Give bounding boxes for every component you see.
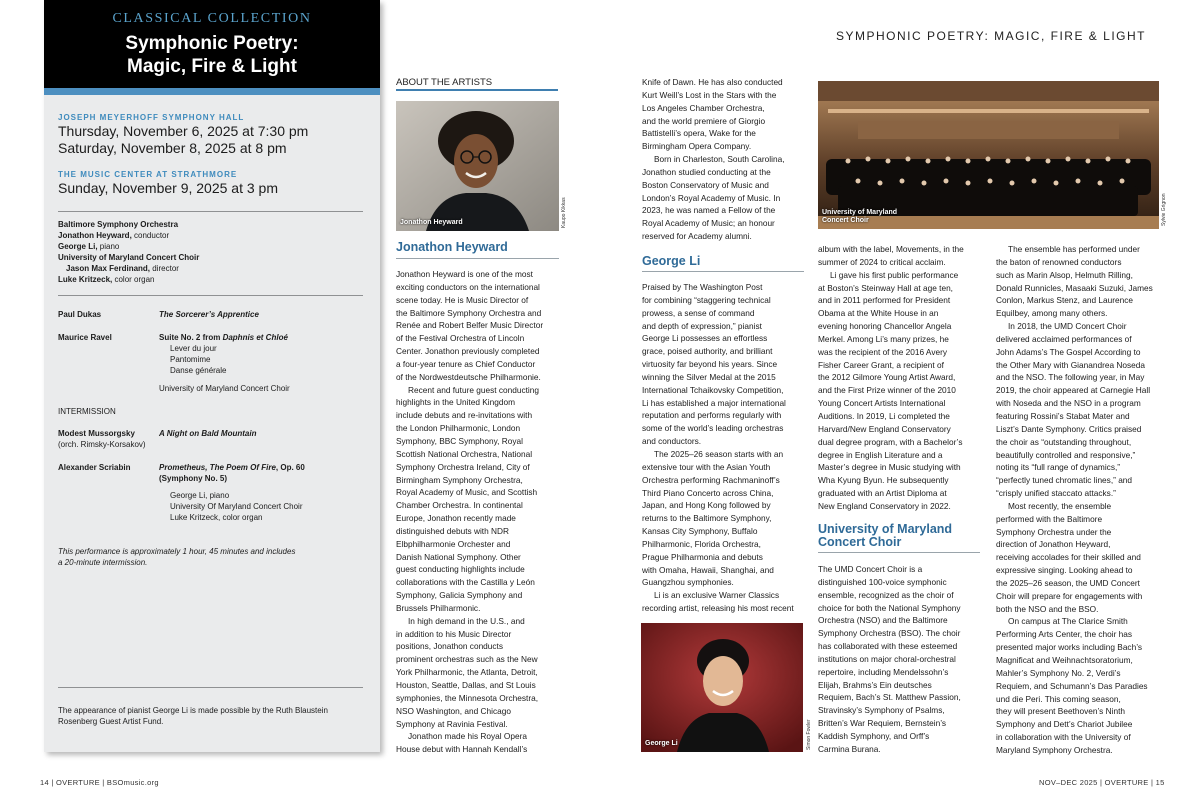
date-thursday: Thursday, November 6, 2025 at 7:30 pm xyxy=(58,123,309,139)
orchestrator-note: (orch. Rimsky-Korsakov) xyxy=(58,440,146,449)
work-ravel: Suite No. 2 from Daphnis et Chloé xyxy=(159,333,288,342)
choir-photo xyxy=(818,81,1159,229)
movement: Pantomime xyxy=(170,355,211,364)
composer-scriabin: Alexander Scriabin xyxy=(58,463,131,472)
divider xyxy=(58,687,363,688)
work-mussorgsky: A Night on Bald Mountain xyxy=(159,429,257,438)
photo-caption: George Li xyxy=(645,740,678,747)
heyward-photo xyxy=(396,101,559,231)
performer-line: Jonathon Heyward, conductor xyxy=(58,231,170,240)
performer-line: Luke Kritzeck, color organ xyxy=(58,275,155,284)
li-photo xyxy=(641,623,803,752)
composer-mussorgsky: Modest Mussorgsky xyxy=(58,429,135,438)
photo-caption: Jonathon Heyward xyxy=(400,219,463,226)
photo-credit: Kaupo Kikkas xyxy=(561,197,567,228)
bio-umd: The UMD Concert Choir is a distinguished 100-voice symphonic ensemble, recognized as the choir of choice for both the National Symphony Orchestra (NSO) and the Baltimore Symphony Orchestra (BSO). The choir has collaborated with these esteemed institutions on major choral-orchestral repertoire, including Mendelssohn’s Elijah, Brahms’s Ein deutsches Requiem, Bach’s St. Matthew Passion, Stravinsky’s Symphony of Psalms, Britten’s War Requiem, Bernstein’s Kaddish Symphony, and Orff’s Carmina Burana. xyxy=(818,564,961,754)
heading-heyward: Jonathon Heyward xyxy=(396,240,508,254)
choir-image xyxy=(818,81,1159,229)
work-dukas: The Sorcerer’s Apprentice xyxy=(159,310,259,319)
work-scriabin-subtitle: (Symphony No. 5) xyxy=(159,474,228,483)
duration-note: This performance is approximately 1 hour, 45 minutes and includes a 20-minute intermission. xyxy=(58,547,296,567)
photo-credit: Sylvie Grignon xyxy=(1161,193,1167,226)
venue-meyerhoff: JOSEPH MEYERHOFF SYMPHONY HALL xyxy=(58,113,245,122)
concert-title-line2: Magic, Fire & Light xyxy=(127,56,297,77)
footer-left: 14 | OVERTURE | BSOmusic.org xyxy=(40,778,159,787)
section-label: ABOUT THE ARTISTS xyxy=(396,77,493,88)
portrait-image xyxy=(641,623,803,752)
header-accent-bar xyxy=(44,88,380,95)
bio-li: Praised by The Washington Post for combining “staggering technical prowess, a sense of command and depth of expression,” pianist George Li possesses an effortless grace, poised authority, and brilliant virtuosity far beyond his years. Since winning the Silver Medal at the 2015 International Tchaikovsky Competition, Li has established a major international reputation and performs regularly with some of the world’s leading orchestras and conductors. The 2025–26 season starts with an extensive tour with the Asian Youth Orchestra performing Rachmaninoff’s Third Piano Concerto across China, Japan, and Hong Kong followed by returns to the Baltimore Symphony, Kansas City Symphony, Buffalo Philharmonic, Florida Orchestra, Prague Philharmonia and debuts with Omaha, Hawaii, Shanghai, and Guangzhou symphonies. Li is an exclusive Warner Classics recording artist, releasing his most recent xyxy=(642,282,794,614)
scriabin-performer: George Li, piano xyxy=(170,491,230,500)
section-label-rule xyxy=(396,89,558,91)
performer-list xyxy=(58,219,199,285)
heading-rule xyxy=(818,552,980,553)
bio-li-continued: album with the label, Movements, in the summer of 2024 to critical acclaim. Li gave his first public performance at Boston’s Steinway Hall at age ten, and in 2011 performed for President Obama at the White House in an evening honoring Chancellor Angela Merkel. Among Li’s many prizes, he was the recipient of the 2016 Avery Fisher Career Grant, a recipient of the 2012 Gilmore Young Artist Award, and the First Prize winner of the 2010 Young Concert Artists International Auditions. In 2019, Li completed the Harvard/New England Conservatory dual degree program, with a Bachelor’s degree in English Literature and a Master’s degree in Music studying with Wha Kyung Byun. He subsequently graduated with an Artist Diploma at New England Conservatory in 2022. xyxy=(818,244,964,511)
composer-dukas: Paul Dukas xyxy=(58,310,102,319)
program-card-header xyxy=(44,0,380,88)
heading-umd: University of Maryland Concert Choir xyxy=(818,522,953,549)
work-scriabin: Prometheus, The Poem Of Fire, Op. 60 xyxy=(159,463,305,472)
series-label: CLASSICAL COLLECTION xyxy=(112,11,312,26)
photo-credit: Simon Fowler xyxy=(806,719,812,750)
performer-line: George Li, piano xyxy=(58,242,120,251)
portrait-image xyxy=(396,101,559,231)
bio-heyward-continued: Knife of Dawn. He has also conducted Kurt Weill’s Lost in the Stars with the Los Angeles Chamber Orchestra, and the world premiere of Giorgio Battistelli’s opera, Wake for the Birmingham Opera Company. Born in Charleston, South Carolina, Jonathon studied conducting at the Boston Conservatory of Music and London’s Royal Academy of Music. In 2023, he was named a Fellow of the Royal Academy of Music; an honour reserved for Academy alumni. xyxy=(642,77,785,242)
program-card xyxy=(44,0,380,752)
performer-line: Jason Max Ferdinand, director xyxy=(66,264,179,273)
footer-right: NOV–DEC 2025 | OVERTURE | 15 xyxy=(1039,778,1165,787)
composer-ravel: Maurice Ravel xyxy=(58,333,112,342)
performer-line: Baltimore Symphony Orchestra xyxy=(58,220,179,229)
bio-umd-continued: The ensemble has performed under the baton of renowned conductors such as Marin Alsop, Helmuth Rilling, Donald Runnicles, Masaaki Suzuki, James Conlon, Markus Stenz, and Laurence Equilbey, among many others. In 2018, the UMD Concert Choir delivered acclaimed performances of John Adams’s The Gospel According to the Other Mary with Gianandrea Noseda and the NSO. The following year, in May 2019, the choir appeared at Carnegie Hall with Noseda and the NSO in a program featuring Rossini’s Stabat Mater and Liszt’s Dante Symphony. Critics praised the choir as “outstanding throughout, beautifully controlled and responsive,” noting its “full range of dynamics,” “perfectly tuned chromatic lines,” and “crisply unified staccato attacks.” Most recently, the ensemble performed with the Baltimore Symphony Orchestra under the direction of Jonathon Heyward, receiving accolades for their skilled and expressive singing. Looking ahead to the 2025–26 season, the UMD Concert Choir will prepare for engagements with both the NSO and the BSO. On campus at The Clarice Smith Performing Arts Center, the choir has presented major works including Bach’s Magnificat and Weihnachtsoratorium, Mahler’s Symphony No. 2, Verdi’s Requiem, and Schumann’s Das Paradies und die Peri. This coming season, they will present Beethoven’s Ninth Symphony and Dett’s Chariot Jubilee in collaboration with the University of Maryland Symphony Orchestra. xyxy=(996,244,1153,755)
date-sunday: Sunday, November 9, 2025 at 3 pm xyxy=(58,180,278,196)
heading-rule xyxy=(642,271,804,272)
running-head: SYMPHONIC POETRY: MAGIC, FIRE & LIGHT xyxy=(836,29,1146,43)
divider xyxy=(58,211,363,212)
heading-rule xyxy=(396,258,559,259)
scriabin-performer: Luke Kritzeck, color organ xyxy=(170,513,263,522)
heading-li: George Li xyxy=(642,254,701,268)
date-saturday: Saturday, November 8, 2025 at 8 pm xyxy=(58,140,287,156)
performer-line: University of Maryland Concert Choir xyxy=(58,253,200,262)
divider xyxy=(58,295,363,296)
intermission-label: INTERMISSION xyxy=(58,407,116,416)
photo-caption: University of Maryland Concert Choir xyxy=(822,209,898,224)
ravel-performer: University of Maryland Concert Choir xyxy=(159,384,290,393)
movement: Danse générale xyxy=(170,366,227,375)
bio-heyward: Jonathon Heyward is one of the most exciting conductors on the international scene today. He is Music Director of the Baltimore Symphony Orchestra and Renée and Robert Belfer Music Director of the Festival Orchestra of Lincoln Center. Jonathon previously completed a four-year tenure as Chief Conductor of the Nordwestdeutsche Philharmonie. Recent and future guest conducting highlights in the United Kingdom include debuts and re-invitations with the London Philharmonic, London Symphony, BBC Symphony, Royal Scottish National Orchestra, National Symphony Orchestra Ireland, City of Birmingham Symphony Orchestra, Royal Academy of Music, and Scottish Chamber Orchestra. In continental Europe, Jonathon recently made distinguished debuts with NDR Elbphilharmonie Orchester and Danish National Symphony. Other guest conducting highlights include collaborations with the Castilla y León Symphony, Galicia Symphony and Brussels Philharmonic. In high demand in the U.S., and in addition to his Music Director positions, Jonathon conducts prominent orchestras such as the New York Philharmonic, the Atlanta, Detroit, Houston, Seattle, Dallas, and St Louis symphonies, the Minnesota Orchestra, NSO Washington, and Chicago Symphony at Ravinia Festival. Jonathon made his Royal Opera House debut with Hannah Kendall’s xyxy=(396,269,544,755)
movement: Lever du jour xyxy=(170,344,217,353)
scriabin-performer: University Of Maryland Concert Choir xyxy=(170,502,303,511)
concert-title-line1: Symphonic Poetry: xyxy=(125,33,299,54)
sponsor-note: The appearance of pianist George Li is made possible by the Ruth Blaustein Rosenberg Guest Artist Fund. xyxy=(58,706,328,726)
venue-strathmore: THE MUSIC CENTER AT STRATHMORE xyxy=(58,170,238,179)
